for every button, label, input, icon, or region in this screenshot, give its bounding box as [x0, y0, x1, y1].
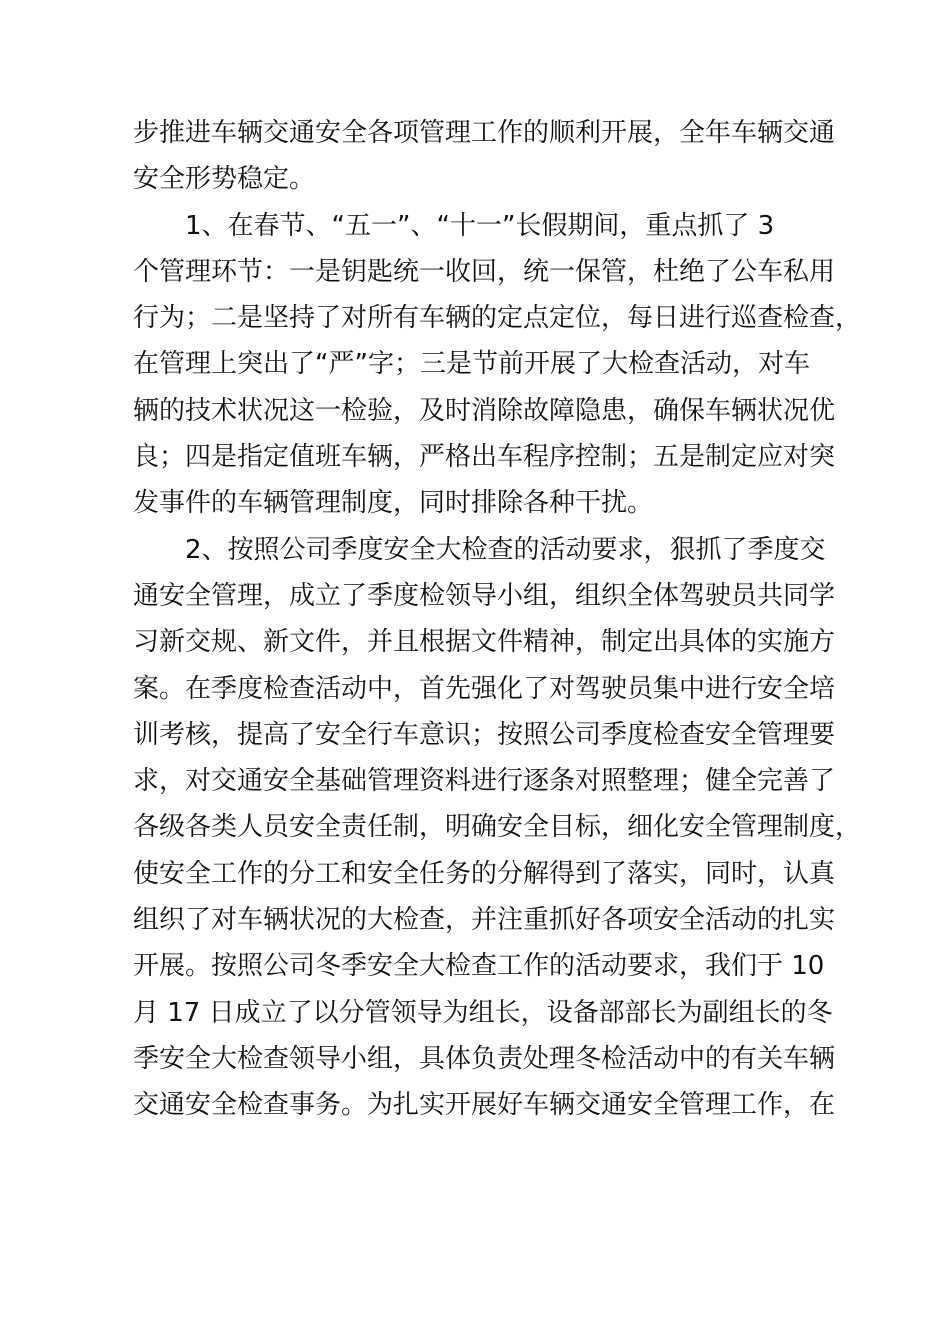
paragraph-intro [133, 110, 836, 203]
text-line: 组织了对车辆状况的大检查，并注重抓好各项安全活动的扎实 [133, 905, 836, 936]
text-line: 2、按照公司季度安全大检查的活动要求，狠抓了季度交 [185, 534, 826, 565]
text-line: 辆的技术状况这一检验，及时消除故障隐患，确保车辆状况优 [133, 395, 836, 426]
text-line: 发事件的车辆管理制度，同时排除各种干扰。 [133, 488, 654, 519]
text-line: 使安全工作的分工和安全任务的分解得到了落实，同时，认真 [133, 858, 836, 889]
text-line: 月 17 日成立了以分管领导为组长，设备部部长为副组长的冬 [133, 997, 833, 1028]
paragraph-item-1 [133, 203, 862, 527]
text-line: 安全形势稳定。 [133, 164, 316, 195]
text-line: 在管理上突出了“严”字；三是节前开展了大检查活动，对车 [133, 349, 810, 380]
text-line: 步推进车辆交通安全各项管理工作的顺利开展，全年车辆交通 [133, 118, 836, 148]
text-line: 季安全大检查领导小组，具体负责处理冬检活动中的有关车辆 [133, 1043, 836, 1074]
text-line: 通安全管理，成立了季度检领导小组，组织全体驾驶员共同学 [133, 580, 836, 611]
document-body [133, 110, 862, 1129]
text-line: 各级各类人员安全责任制，明确安全目标，细化安全管理制度， [133, 812, 862, 843]
text-line: 求，对交通安全基础管理资料进行逐条对照整理；健全完善了 [133, 766, 836, 797]
text-line: 行为；二是坚持了对所有车辆的定点定位，每日进行巡查检查， [133, 303, 862, 334]
text-line: 开展。按照公司冬季安全大检查工作的活动要求，我们于 10 [133, 951, 825, 982]
text-line: 1、在春节、“五一”、“十一”长假期间，重点抓了 3 [185, 210, 775, 241]
text-line: 习新交规、新文件，并且根据文件精神，制定出具体的实施方 [133, 627, 836, 658]
text-line: 训考核，提高了安全行车意识；按照公司季度检查安全管理要 [133, 719, 836, 750]
text-line: 案。在季度检查活动中，首先强化了对驾驶员集中进行安全培 [133, 673, 836, 704]
paragraph-item-2 [133, 527, 862, 1129]
text-line: 良；四是指定值班车辆，严格出车程序控制；五是制定应对突 [133, 442, 836, 473]
text-line: 交通安全检查事务。为扎实开展好车辆交通安全管理工作，在 [133, 1090, 836, 1121]
text-line: 个管理环节：一是钥匙统一收回，统一保管，杜绝了公车私用 [133, 256, 836, 287]
